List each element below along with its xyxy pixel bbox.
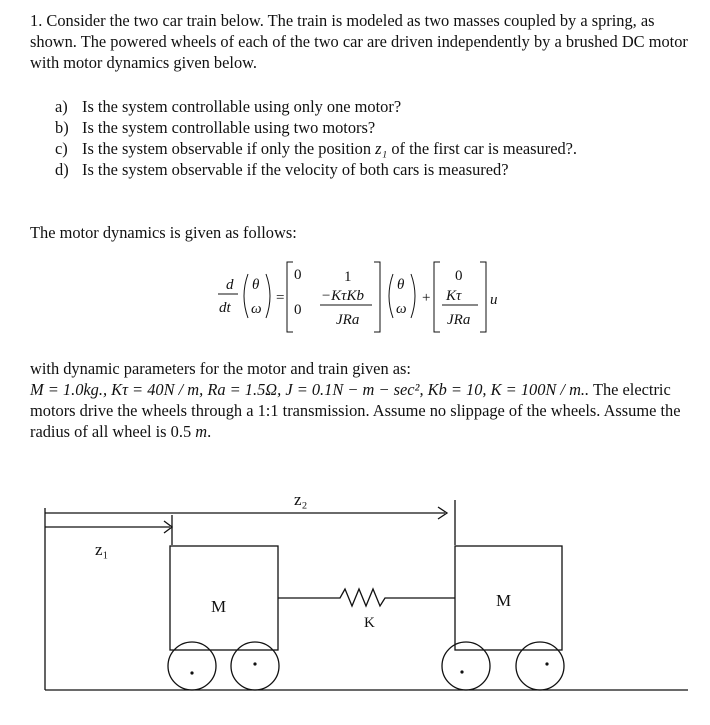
eq-a11: 0: [294, 267, 302, 283]
eq-a22-numerator: −KτKb: [321, 288, 365, 304]
left-car-wheel-rear: [231, 642, 279, 690]
left-mass-label: M: [211, 597, 227, 616]
eq-plus: +: [422, 290, 431, 306]
left-wheel-rear-dot: [253, 662, 256, 665]
question-c-text-before: Is the system observable if only the position: [82, 139, 376, 158]
eq-u: u: [490, 292, 498, 308]
eq-d: d: [226, 277, 234, 293]
eq-equals: =: [276, 290, 285, 306]
eq-b2-denominator: JRa: [447, 312, 471, 328]
z2-label: z₂: [294, 490, 308, 509]
question-c-variable: z₁: [375, 139, 388, 158]
motor-intro: The motor dynamics is given as follows:: [30, 223, 297, 242]
params-rest: The electric motors drive the wheels through a 1:1 transmission. Assume no slippage of the wheels. Assume the radius of all wheel is 0.5: [30, 380, 681, 441]
right-wheel-front-dot: [460, 670, 463, 673]
right-car-wheel-rear: [516, 642, 564, 690]
right-car-wheel-front: [442, 642, 490, 690]
question-b-text: Is the system controllable using two motors?: [82, 118, 376, 137]
spring-label: K: [364, 615, 375, 631]
eq-theta-2: θ: [397, 277, 405, 293]
eq-theta: θ: [252, 277, 260, 293]
question-d-label: d): [55, 160, 69, 179]
eq-b2-numerator: Kτ: [446, 288, 462, 304]
params-intro: with dynamic parameters for the motor and train given as:: [30, 359, 411, 378]
params-end: .: [207, 422, 212, 441]
spring: [278, 589, 455, 606]
question-a-text: Is the system controllable using only one motor?: [82, 97, 402, 116]
question-b-label: b): [55, 118, 69, 137]
right-wheel-rear-dot: [545, 662, 548, 665]
left-car-wheel-front: [168, 642, 216, 690]
eq-dt: dt: [219, 300, 231, 316]
eq-b1: 0: [455, 268, 463, 284]
eq-omega-2: ω: [396, 301, 407, 317]
params-formula: M = 1.0kg., Kτ = 40N / m, Ra = 1.5Ω, J = 0.1N − m − sec², Kb = 10, K = 100N / m..: [30, 380, 590, 399]
left-wheel-front-dot: [190, 671, 193, 674]
eq-a12: 1: [344, 269, 352, 285]
eq-omega: ω: [251, 301, 262, 317]
question-d-text: Is the system observable if the velocity of both cars is measured?: [82, 160, 509, 179]
right-mass-label: M: [496, 591, 512, 610]
problem-intro: 1. Consider the two car train below. The train is modeled as two masses coupled by a spring, as shown. The powered wheels of each of the two car are driven independently by a brushed DC motor with motor dynamics given below.: [30, 11, 688, 72]
params-unit: m: [195, 422, 208, 441]
question-c-text-after: of the first car is measured?.: [387, 139, 578, 158]
eq-a21: 0: [294, 302, 302, 318]
eq-a22-denominator: JRa: [336, 312, 360, 328]
z1-label: z₁: [95, 540, 109, 559]
question-c-label: c): [55, 139, 68, 158]
question-a-label: a): [55, 97, 68, 116]
